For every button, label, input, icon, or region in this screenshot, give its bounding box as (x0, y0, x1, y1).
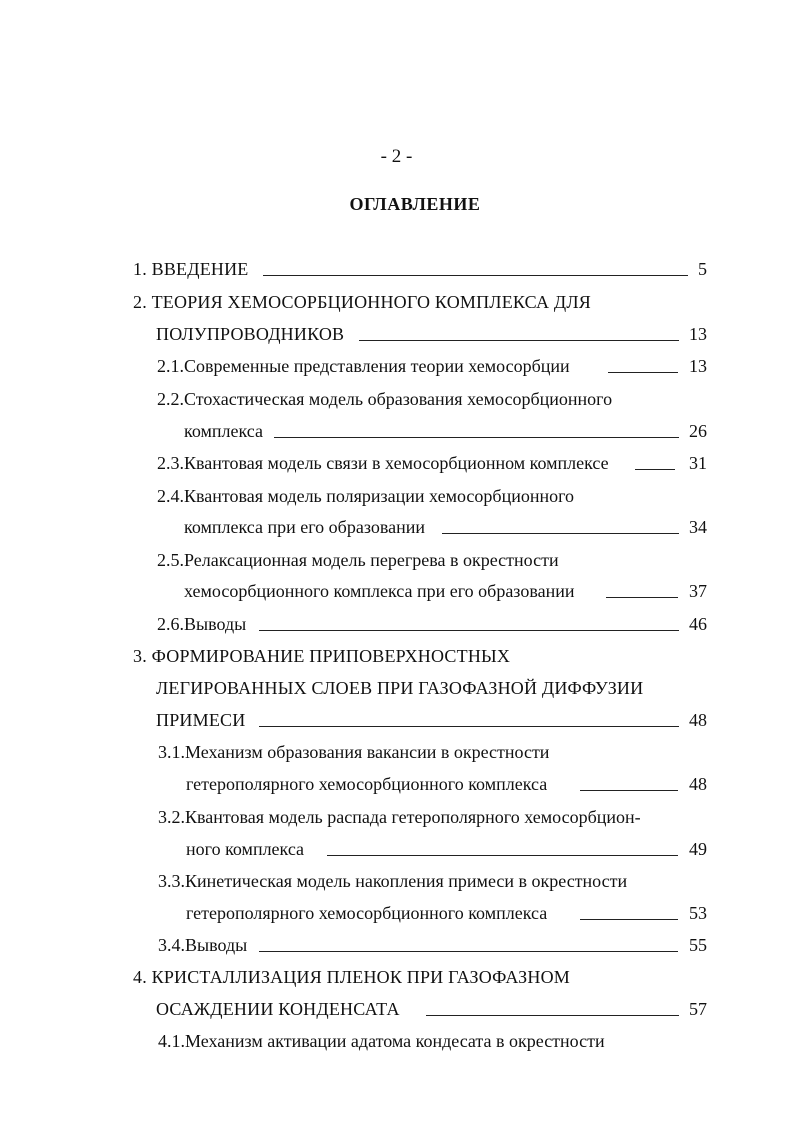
leader-line (259, 726, 679, 727)
toc-entry-text: гетерополярного хемосорбционного комплекса (186, 774, 548, 794)
toc-entry-text: комплекса при его образовании (184, 517, 425, 537)
toc-entry-2-4[interactable] (184, 515, 707, 539)
leader-line (274, 437, 679, 438)
toc-page-number: 55 (689, 935, 707, 955)
toc-entry-3-4[interactable] (158, 933, 707, 957)
leader-line (259, 630, 679, 631)
toc-page-number: 31 (689, 453, 707, 473)
toc-page-number: 37 (689, 581, 707, 601)
toc-page-number: 48 (689, 774, 707, 794)
toc-entry-2-2[interactable] (184, 419, 707, 443)
toc-entry-2-5-line1[interactable]: 2.5.Релаксационная модель перегрева в окрестности (157, 550, 559, 570)
toc-page-number: 49 (689, 839, 707, 859)
toc-entry-text: ПРИМЕСИ (156, 710, 246, 730)
toc-page-number: 26 (689, 421, 707, 441)
toc-entry-3-line1[interactable]: 3. ФОРМИРОВАНИЕ ПРИПОВЕРХНОСТНЫХ (133, 646, 511, 666)
toc-page-number: 5 (698, 259, 707, 279)
toc-entry-text: ПОЛУПРОВОДНИКОВ (156, 324, 345, 344)
toc-entry-3-2[interactable] (186, 837, 707, 861)
toc-page-number: 48 (689, 710, 707, 730)
toc-entry-text: 3.4.Выводы (158, 935, 248, 955)
toc-entry-4-1-line1[interactable]: 4.1.Механизм активации адатома кондесата в окрестности (158, 1031, 605, 1051)
toc-entry-text: 2.3.Квантовая модель связи в хемосорбционном комплексе (157, 453, 609, 473)
toc-page-number: 34 (689, 517, 707, 537)
leader-line (426, 1015, 679, 1016)
toc-entry-text: гетерополярного хемосорбционного комплекса (186, 903, 548, 923)
toc-entry-text: хемосорбционного комплекса при его образовании (184, 581, 575, 601)
toc-entry-3-1[interactable] (186, 772, 707, 796)
toc-entry-3-3[interactable] (186, 901, 707, 925)
toc-entry-3[interactable] (156, 708, 707, 732)
toc-page-number: 13 (689, 356, 707, 376)
toc-entry-2-4-line1[interactable]: 2.4.Квантовая модель поляризации хемосорбционного (157, 486, 575, 506)
toc-entry-text: 1. ВВЕДЕНИЕ (133, 259, 249, 279)
toc-entry-2-3[interactable] (157, 451, 707, 475)
toc-entry-2-6[interactable] (157, 612, 707, 636)
toc-entry-text: ОСАЖДЕНИИ КОНДЕНСАТА (156, 999, 400, 1019)
leader-line (359, 340, 679, 341)
leader-line (263, 275, 688, 276)
toc-entry-text: ного комплекса (186, 839, 305, 859)
page-number: - 2 - (380, 146, 413, 167)
toc-entry-2-1[interactable] (157, 354, 707, 378)
toc-page-number: 46 (689, 614, 707, 634)
toc-page-number: 13 (689, 324, 707, 344)
leader-line (442, 533, 679, 534)
toc-entry-3-3-line1[interactable]: 3.3.Кинетическая модель накопления примеси в окрестности (158, 871, 628, 891)
toc-entry-text: 2.1.Современные представления теории хемосорбции (157, 356, 570, 376)
toc-entry-2-2-line1[interactable]: 2.2.Стохастическая модель образования хемосорбционного (157, 389, 613, 409)
leader-line (259, 951, 678, 952)
toc-entry-text: 2.6.Выводы (157, 614, 247, 634)
toc-entry-4[interactable] (156, 997, 707, 1021)
toc-entry-2-line1[interactable]: 2. ТЕОРИЯ ХЕМОСОРБЦИОННОГО КОМПЛЕКСА ДЛЯ (133, 292, 591, 312)
toc-entry-3-2-line1[interactable]: 3.2.Квантовая модель распада гетерополярного хемосорбцион- (158, 807, 641, 827)
toc-entry-2-5[interactable] (184, 579, 707, 603)
toc-entry-3-1-line1[interactable]: 3.1.Механизм образования вакансии в окрестности (158, 742, 550, 762)
toc-entry-text: комплекса (184, 421, 263, 441)
toc-page-number: 57 (689, 999, 707, 1019)
toc-entry-2[interactable] (156, 322, 707, 346)
leader-line (327, 855, 678, 856)
toc-entry-3-line2[interactable]: ЛЕГИРОВАННЫХ СЛОЕВ ПРИ ГАЗОФАЗНОЙ ДИФФУЗИИ (156, 678, 644, 698)
toc-title: ОГЛАВЛЕНИЕ (349, 194, 481, 214)
toc-page-number: 53 (689, 903, 707, 923)
toc-entry-4-line1[interactable]: 4. КРИСТАЛЛИЗАЦИЯ ПЛЕНОК ПРИ ГАЗОФАЗНОМ (133, 967, 570, 987)
toc-entry-1[interactable] (133, 257, 707, 281)
